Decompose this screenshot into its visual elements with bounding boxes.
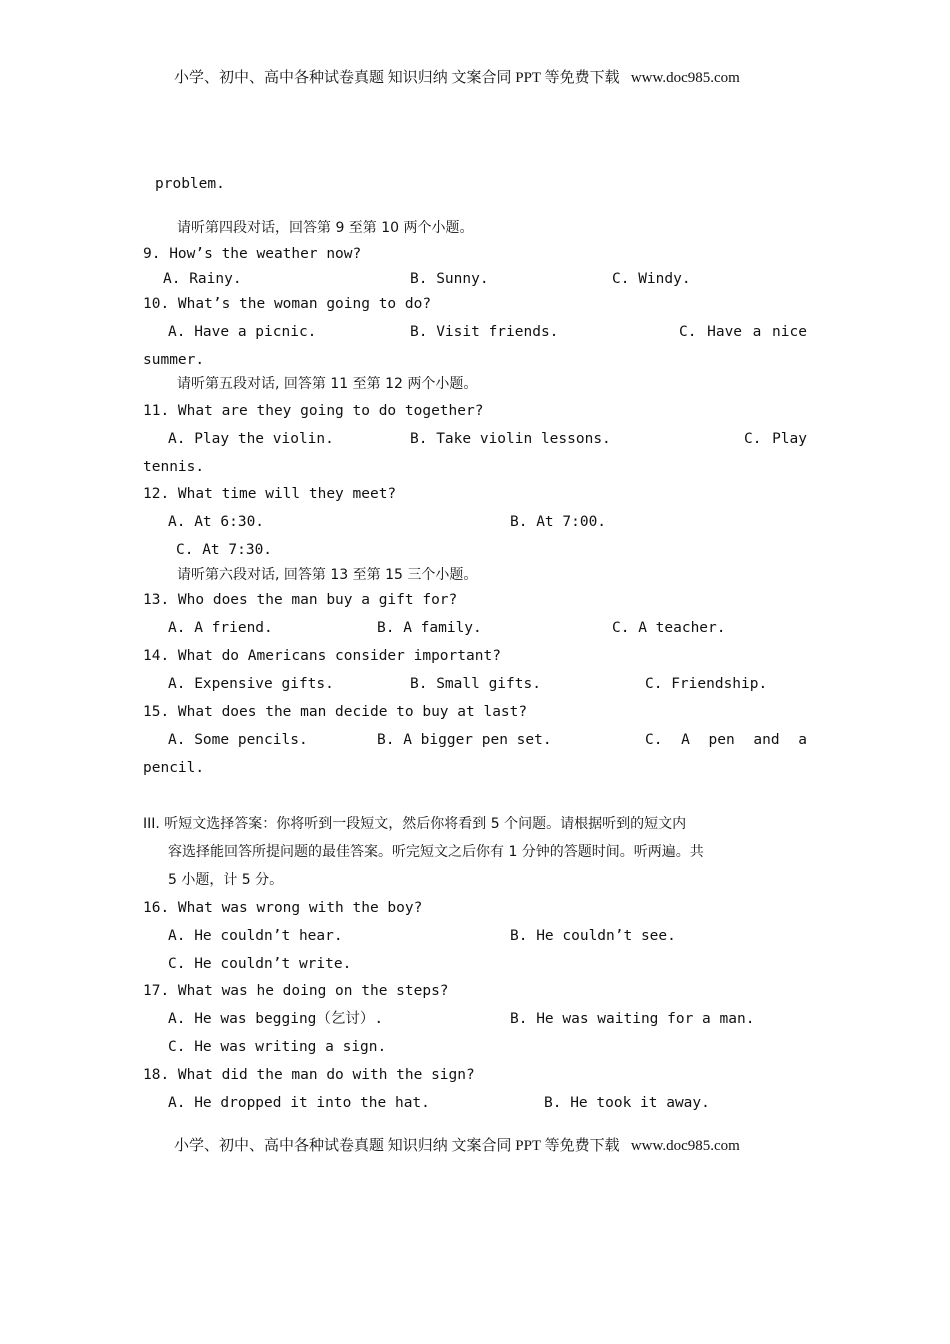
section-6-instruction: 请听第六段对话, 回答第 13 至第 15 三个小题。	[177, 567, 478, 583]
q13-option-b: B. A family.	[377, 620, 482, 636]
q15-option-a: A. Some pencils.	[168, 732, 308, 748]
q16-option-b: B. He couldn’t see.	[510, 928, 676, 944]
q14-option-a: A. Expensive gifts.	[168, 676, 334, 692]
part-3-instruction-line2: 容选择能回答所提问题的最佳答案。听完短文之后你有 1 分钟的答题时间。听两遍。共	[168, 844, 704, 860]
q15-option-c-word: and	[753, 732, 780, 748]
q9-stem: 9. How’s the weather now?	[143, 246, 362, 262]
q11-stem: 11. What are they going to do together?	[143, 403, 484, 419]
carryover-text: problem.	[155, 176, 225, 192]
part-3-instruction-line1: III. 听短文选择答案：你将听到一段短文，然后你将看到 5 个问题。请根据听到的短文内	[143, 816, 687, 832]
q9-option-a: A. Rainy.	[163, 271, 242, 287]
q17-option-a: A. He was begging（乞讨）.	[168, 1011, 384, 1027]
q12-option-a: A. At 6:30.	[168, 514, 265, 530]
q15-option-c-word: a	[798, 732, 807, 748]
q15-option-c-wrap: pencil.	[143, 760, 205, 776]
q13-stem: 13. Who does the man buy a gift for?	[143, 592, 458, 608]
q10-option-c-word: C.	[679, 324, 697, 340]
q14-option-b: B. Small gifts.	[410, 676, 541, 692]
page-header: 小学、初中、高中各种试卷真题 知识归纳 文案合同 PPT 等免费下载 www.doc985.com	[174, 70, 740, 86]
section-5-instruction: 请听第五段对话, 回答第 11 至第 12 两个小题。	[177, 376, 478, 392]
page-footer: 小学、初中、高中各种试卷真题 知识归纳 文案合同 PPT 等免费下载 www.doc985.com	[174, 1138, 740, 1154]
q13-option-c: C. A teacher.	[612, 620, 726, 636]
q11-option-c	[744, 430, 807, 448]
q10-option-c	[679, 323, 807, 341]
q15-option-c	[645, 731, 807, 749]
q10-option-c-wrap: summer.	[143, 352, 205, 368]
q9-option-c: C. Windy.	[612, 271, 691, 287]
q14-stem: 14. What do Americans consider important?	[143, 648, 501, 664]
q10-option-c-word: a	[752, 324, 762, 340]
q11-option-c-wrap: tennis.	[143, 459, 205, 475]
q18-option-a: A. He dropped it into the hat.	[168, 1095, 430, 1111]
q11-option-a: A. Play the violin.	[168, 431, 334, 447]
q18-option-b: B. He took it away.	[544, 1095, 710, 1111]
q11-option-c-word: C.	[744, 431, 762, 447]
section-4-instruction: 请听第四段对话，回答第 9 至第 10 两个小题。	[177, 220, 474, 236]
q16-option-a: A. He couldn’t hear.	[168, 928, 343, 944]
q11-option-b: B. Take violin lessons.	[410, 431, 611, 447]
q15-option-c-word: A	[681, 732, 690, 748]
q10-option-c-word: nice	[772, 324, 807, 340]
q18-stem: 18. What did the man do with the sign?	[143, 1067, 475, 1083]
q10-option-a: A. Have a picnic.	[168, 324, 317, 340]
q15-option-c-word: pen	[708, 732, 735, 748]
part-3-instruction-line3: 5 小题，计 5 分。	[168, 872, 284, 888]
q15-stem: 15. What does the man decide to buy at last?	[143, 704, 528, 720]
q13-option-a: A. A friend.	[168, 620, 273, 636]
q9-option-b: B. Sunny.	[410, 271, 489, 287]
q10-option-c-word: Have	[707, 324, 743, 340]
q10-option-b: B. Visit friends.	[410, 324, 559, 340]
q17-option-b: B. He was waiting for a man.	[510, 1011, 755, 1027]
q17-option-c: C. He was writing a sign.	[168, 1039, 387, 1055]
q11-option-c-word: Play	[772, 431, 807, 447]
q15-option-b: B. A bigger pen set.	[377, 732, 552, 748]
q17-stem: 17. What was he doing on the steps?	[143, 983, 449, 999]
q15-option-c-word: C.	[645, 732, 663, 748]
q12-option-c: C. At 7:30.	[176, 542, 273, 558]
q12-option-b: B. At 7:00.	[510, 514, 607, 530]
q14-option-c: C. Friendship.	[645, 676, 768, 692]
q12-stem: 12. What time will they meet?	[143, 486, 397, 502]
q10-stem: 10. What’s the woman going to do?	[143, 296, 432, 312]
q16-option-c: C. He couldn’t write.	[168, 956, 352, 972]
q16-stem: 16. What was wrong with the boy?	[143, 900, 423, 916]
